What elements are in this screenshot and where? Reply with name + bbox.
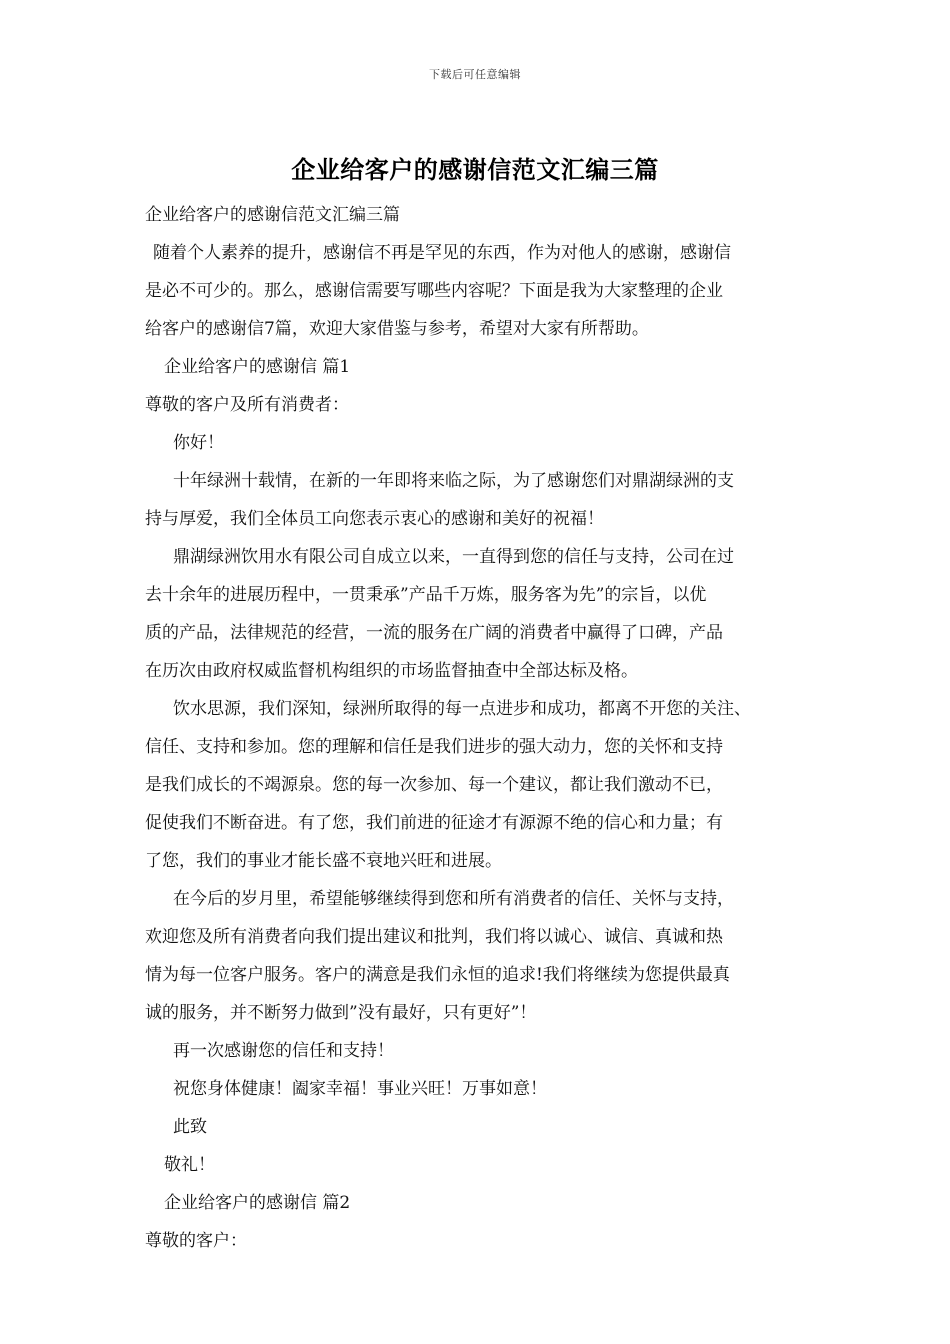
body-line: 企业给客户的感谢信范文汇编三篇	[145, 205, 400, 225]
body-line: 诚的服务，并不断努力做到”没有最好，只有更好”！	[145, 1003, 537, 1023]
body-line: 持与厚爱，我们全体员工向您表示衷心的感谢和美好的祝福！	[145, 509, 604, 529]
body-line: 在今后的岁月里，希望能够继续得到您和所有消费者的信任、关怀与支持，	[173, 889, 734, 909]
body-line: 尊敬的客户及所有消费者：	[145, 395, 349, 415]
document-title: 企业给客户的感谢信范文汇编三篇	[291, 155, 659, 184]
body-line: 信任、支持和参加。您的理解和信任是我们进步的强大动力，您的关怀和支持	[145, 737, 723, 757]
body-line: 欢迎您及所有消费者向我们提出建议和批判，我们将以诚心、诚信、真诚和热	[145, 927, 723, 947]
body-line: 去十余年的进展历程中，一贯秉承”产品千万炼，服务客为先”的宗旨，以优	[145, 585, 707, 605]
body-line: 情为每一位客户服务。客户的满意是我们永恒的追求!我们将继续为您提供最真	[145, 965, 730, 985]
body-line: 促使我们不断奋进。有了您，我们前进的征途才有源源不绝的信心和力量；有	[145, 813, 723, 833]
body-line: 祝您身体健康！阖家幸福！事业兴旺！万事如意！	[173, 1079, 547, 1099]
body-line: 在历次由政府权威监督机构组织的市场监督抽查中全部达标及格。	[145, 661, 638, 681]
body-line: 尊敬的客户：	[145, 1231, 247, 1251]
body-line: 随着个人素养的提升，感谢信不再是罕见的东西，作为对他人的感谢，感谢信	[153, 243, 731, 263]
body-line: 是我们成长的不竭源泉。您的每一次参加、每一个建议，都让我们激动不已，	[145, 775, 723, 795]
body-line: 企业给客户的感谢信 篇1	[164, 357, 351, 377]
body-line: 再一次感谢您的信任和支持！	[173, 1041, 394, 1061]
body-line: 鼎湖绿洲饮用水有限公司自成立以来，一直得到您的信任与支持，公司在过	[173, 547, 734, 567]
document-body	[145, 196, 815, 1260]
body-line: 是必不可少的。那么，感谢信需要写哪些内容呢？下面是我为大家整理的企业	[145, 281, 723, 301]
body-line: 你好！	[173, 433, 224, 453]
body-line: 饮水思源，我们深知，绿洲所取得的每一点进步和成功，都离不开您的关注、	[173, 699, 751, 719]
body-line: 了您，我们的事业才能长盛不衰地兴旺和进展。	[145, 851, 502, 871]
body-line: 十年绿洲十载情，在新的一年即将来临之际，为了感谢您们对鼎湖绿洲的支	[173, 471, 734, 491]
header-note: 下载后可任意编辑	[429, 68, 521, 81]
body-line: 企业给客户的感谢信 篇2	[164, 1193, 351, 1213]
body-line: 敬礼！	[164, 1155, 215, 1175]
body-line: 给客户的感谢信7篇，欢迎大家借鉴与参考，希望对大家有所帮助。	[145, 319, 649, 339]
body-line: 质的产品，法律规范的经营，一流的服务在广阔的消费者中赢得了口碑，产品	[145, 623, 723, 643]
body-line: 此致	[173, 1117, 207, 1137]
